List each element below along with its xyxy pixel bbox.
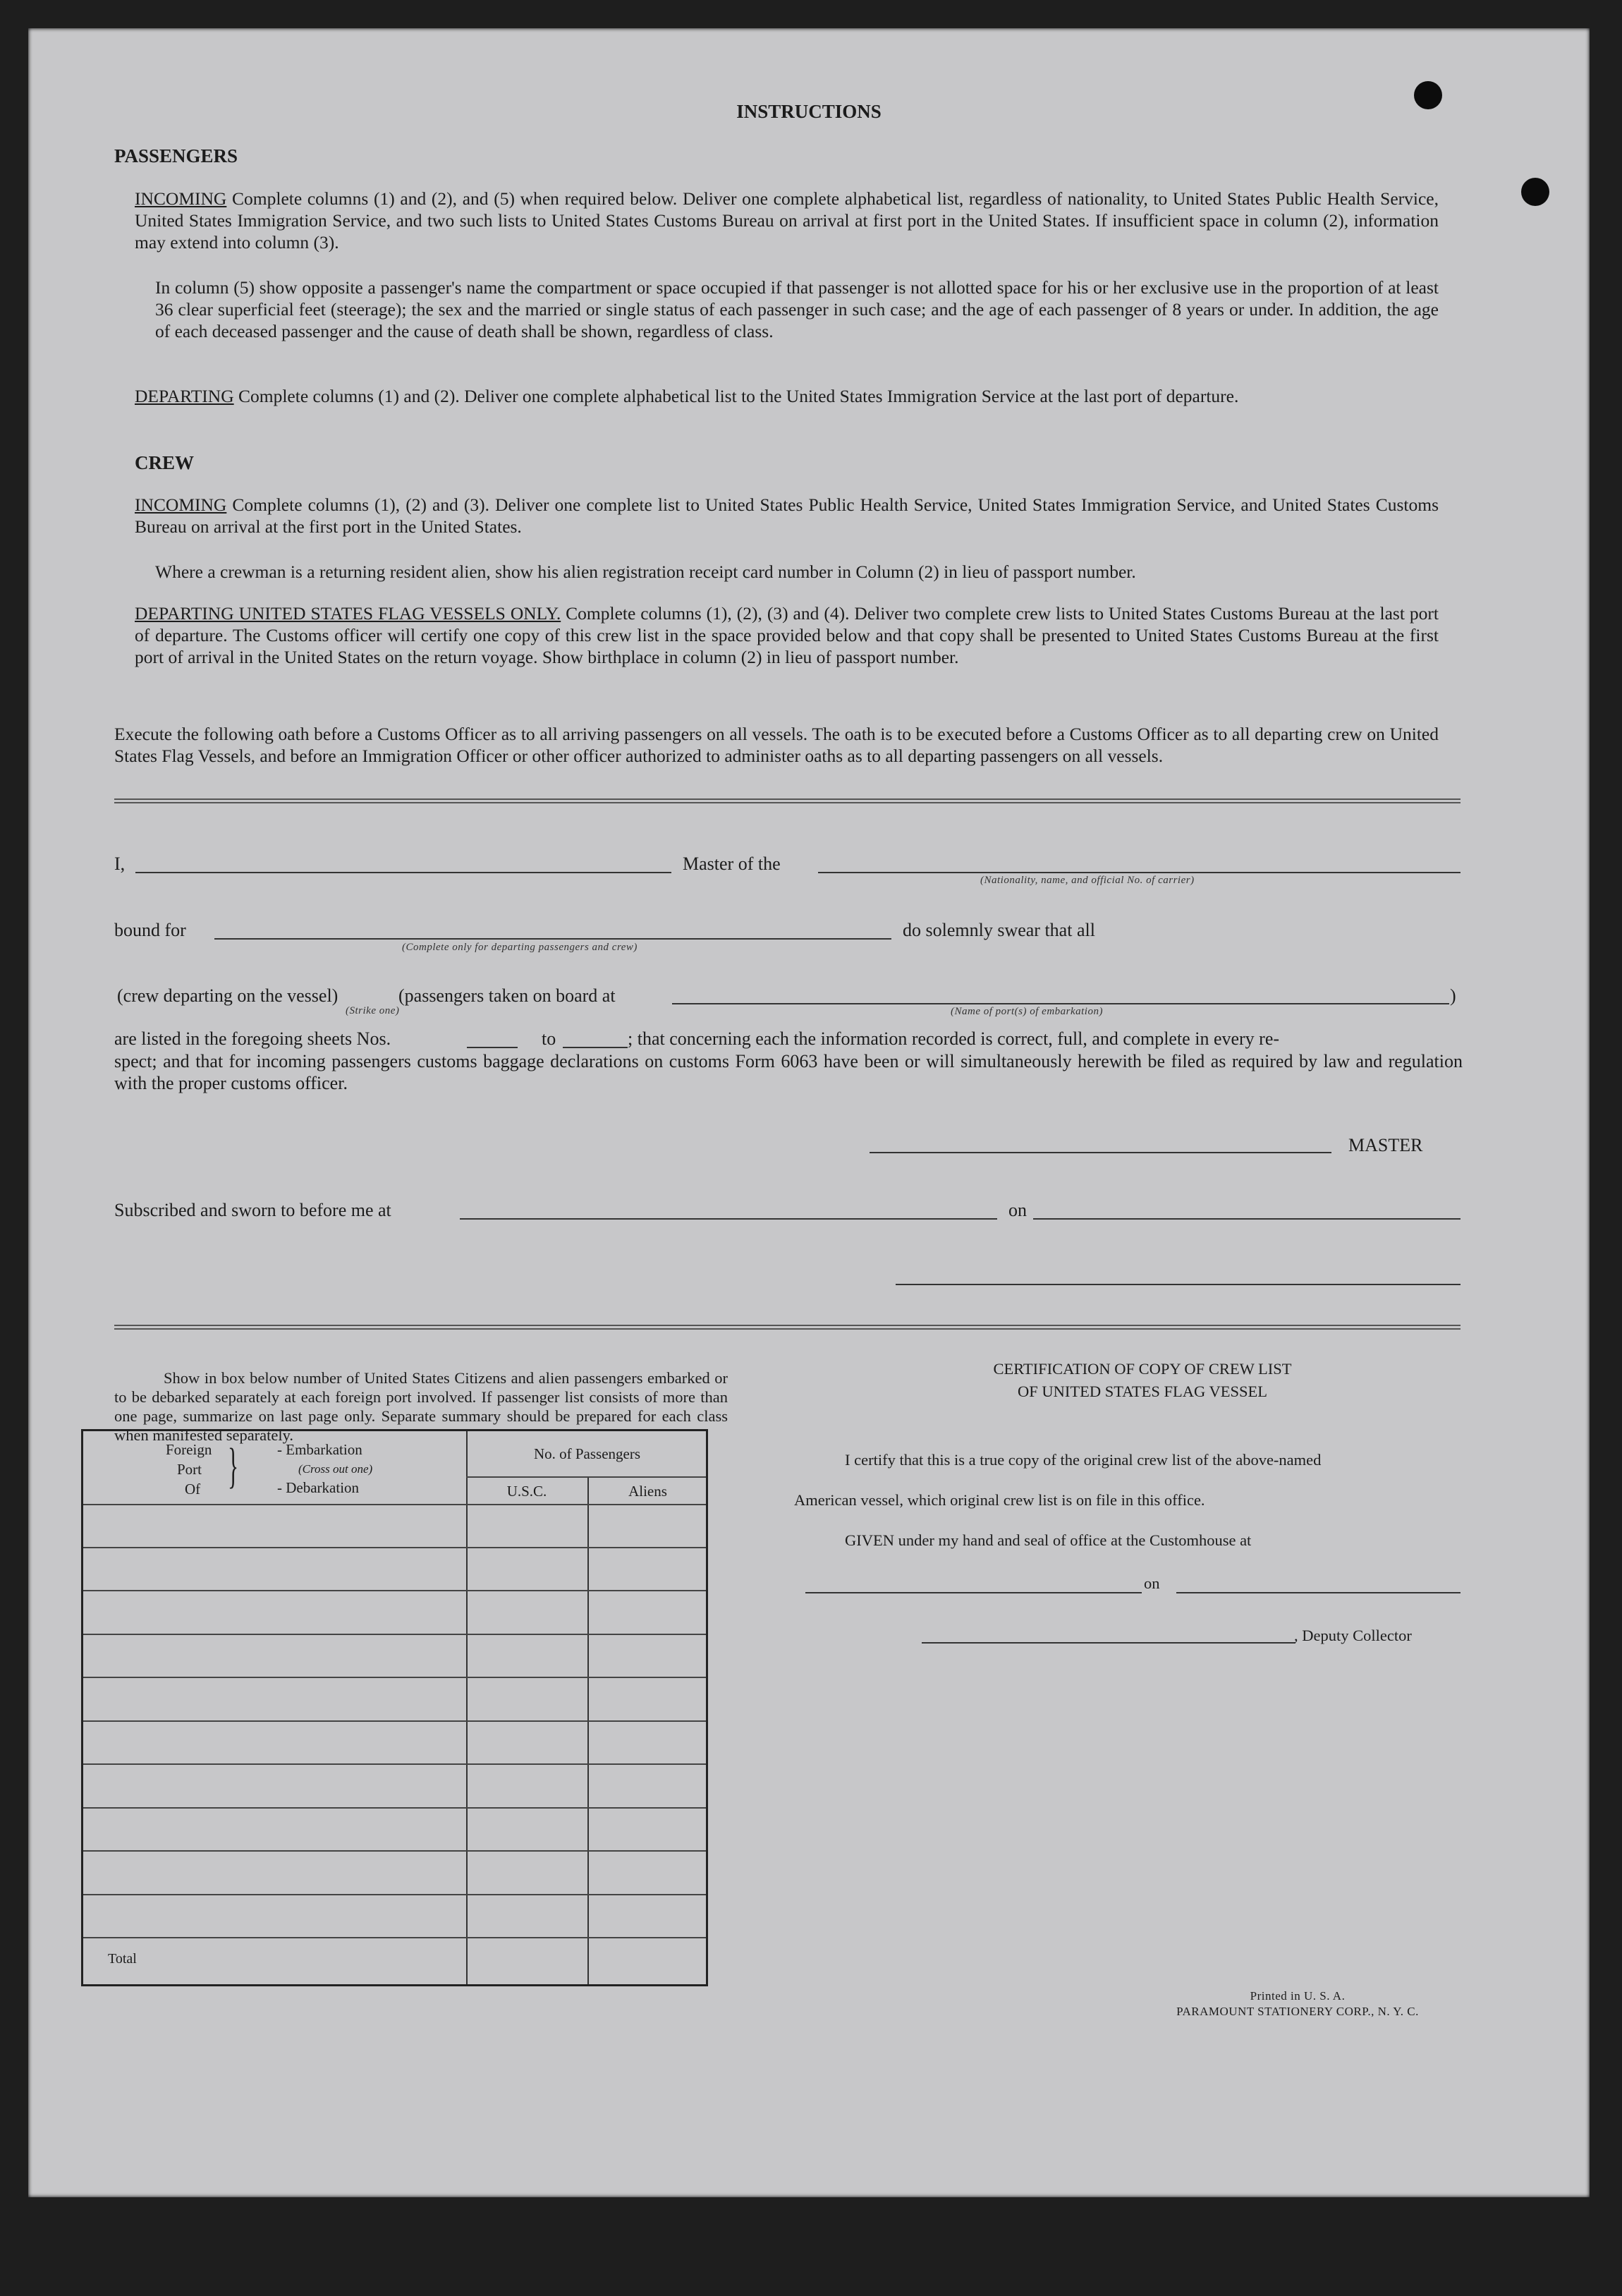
subscribed-on-label: on [1008,1200,1027,1220]
total-label: Total [108,1951,137,1967]
column5-instruction: In column (5) show opposite a passenger's name the compartment or space occupied if that passenger is not allotted space for his or her exclusive use in the proportion of at least 36 clear superficial feet (steerage); the sex and the married or single status of each passenger in such case; and the age of each passenger of 8 years or under. In addition, the age of each deceased passenger and the cause of death shall be shown, regardless of class. [155,277,1439,341]
passenger-summary-table [81,1429,708,1986]
table-row [83,1634,706,1635]
certification-line-2: American vessel, which original crew list is on file in this office. [794,1491,1205,1509]
deputy-signature-field[interactable] [922,1642,1295,1644]
subscribed-label: Subscribed and sworn to before me at [114,1200,391,1220]
officer-signature-field[interactable] [896,1284,1461,1285]
incoming-passengers-instruction: INCOMING Complete columns (1) and (2), and (5) when required below. Deliver one complete alphabetical list, regardless of nationality, to United States Public Health Service, United States Immigration Service, and two such lists to United States Customs Bureau on arrival at first port in the United States. If insufficient space in column (2), information may extend into column (3). [135,188,1439,253]
complete-only-caption: (Complete only for departing passengers and crew) [402,942,638,953]
crew-heading: CREW [135,452,195,473]
crew-departing-option: (crew departing on the vessel) [117,985,339,1006]
table-row [83,1763,706,1765]
debarkation-label: - Debarkation [277,1479,360,1496]
deputy-collector-label: , Deputy Collector [1294,1627,1412,1644]
printer-line-2: PARAMOUNT STATIONERY CORP., N. Y. C. [1176,2005,1419,2018]
carrier-field[interactable] [818,872,1461,873]
no-of-passengers-header: No. of Passengers [533,1445,641,1462]
brace-icon: } [228,1439,239,1493]
departing-passengers-instruction: DEPARTING Complete columns (1) and (2). Deliver one complete alphabetical list to the United States Immigration Service at the last port of departure. [135,386,1239,406]
port-label: Port [177,1461,202,1478]
nationality-caption: (Nationality, name, and official No. of carrier) [980,875,1195,886]
table-row [83,1807,706,1809]
certification-title-2: OF UNITED STATES FLAG VESSEL [1017,1383,1268,1400]
table-row [83,1937,706,1938]
master-name-field[interactable] [135,872,671,873]
form-page [28,28,1590,2197]
aliens-header: Aliens [628,1483,667,1500]
departing-label: DEPARTING [135,386,234,406]
passengers-heading: PASSENGERS [114,145,238,166]
strike-one-caption: (Strike one) [346,1005,400,1016]
certification-title-1: CERTIFICATION OF COPY OF CREW LIST [993,1360,1292,1378]
sheet-to-field[interactable] [563,1047,628,1048]
certification-line-1: I certify that this is a true copy of the original crew list of the above-named [845,1451,1322,1469]
oath-i-label: I, [114,854,126,874]
table-row [83,1850,706,1852]
table-row [83,1547,706,1548]
incoming-crew-label: INCOMING [135,494,227,515]
oath-intro: Execute the following oath before a Customs Officer as to all arriving passengers on all vessels. The oath is to be executed before a Customs Officer as to all departing crew on United States Flag Vessels, and before an Immigration Officer or other officer authorized to administer oaths as to all departing passengers on all vessels. [114,724,1439,766]
incoming-crew-instruction: INCOMING Complete columns (1), (2) and (3). Deliver one complete list to United States Public Health Service, United States Immigration Service, and United States Customs Bureau on arrival at the first port in the United States. [135,494,1439,537]
table-row [83,1720,706,1722]
departing-flag-instruction: DEPARTING UNITED STATES FLAG VESSELS ONLY. Complete columns (1), (2), (3) and (4). Deliver two complete crew lists to United States Customs Bureau at the last port of departure. The Customs officer will certify one copy of this crew list in the space provided below and that copy shall be presented to United States Customs Bureau at the first port of arrival in the United States on the return voyage. Show birthplace in column (2) in lieu of passport number. [135,603,1439,667]
cross-out-label: (Cross out one) [298,1462,373,1476]
incoming-label: INCOMING [135,188,227,209]
punch-hole [1521,178,1549,206]
usc-header: U.S.C. [506,1483,547,1500]
summary-note: Show in box below number of United States Citizens and alien passengers embarked or to be debarked separately at each foreign port involved. If passenger list consists of more than one page, summarize on last page only. Separate summary should be prepared for each class when manifested separately. [114,1369,728,1444]
master-signature-field[interactable] [870,1152,1331,1153]
passengers-taken-option: (passengers taken on board at [398,985,616,1006]
table-row [83,1677,706,1678]
swear-label: do solemnly swear that all [903,920,1095,940]
divider [114,798,1461,803]
embarkation-label: - Embarkation [277,1441,362,1458]
certification-on-label: on [1144,1574,1160,1592]
bound-for-label: bound for [114,920,186,940]
listed-to-label: to [542,1028,556,1049]
subscribed-place-field[interactable] [460,1218,997,1220]
departing-flag-label: DEPARTING UNITED STATES FLAG VESSELS ONLY. [135,603,561,624]
listed-remainder: spect; and that for incoming passengers customs baggage declarations on customs Form 6063 have been or will simultaneously herewith be filed as required by law and regulation with the proper customs officer. [114,1051,1463,1093]
subscribed-date-field[interactable] [1033,1218,1461,1220]
foreign-label: Foreign [166,1441,212,1458]
master-of-the-label: Master of the [683,854,781,874]
of-label: Of [185,1481,201,1498]
printer-line-1: Printed in U. S. A. [1250,1989,1346,2003]
close-paren: ) [1450,985,1456,1006]
crewman-instruction: Where a crewman is a returning resident alien, show his alien registration receipt card number in Column (2) in lieu of passport number. [155,561,1136,582]
table-row [83,1590,706,1591]
ports-caption: (Name of port(s) of embarkation) [951,1006,1103,1017]
sheet-from-field[interactable] [467,1047,518,1048]
ports-field[interactable] [672,1003,1449,1004]
instructions-title: INSTRUCTIONS [736,101,882,122]
listed-continuation: ; that concerning each the information recorded is correct, full, and complete in every re- [628,1028,1280,1049]
customhouse-field[interactable] [805,1592,1142,1593]
certification-line-3: GIVEN under my hand and seal of office at the Customhouse at [845,1531,1252,1549]
bound-for-field[interactable] [214,938,891,940]
table-row [83,1894,706,1895]
master-label: MASTER [1348,1135,1423,1155]
listed-label: are listed in the foregoing sheets Nos. [114,1028,391,1049]
divider [114,1325,1461,1330]
certification-date-field[interactable] [1176,1592,1461,1593]
